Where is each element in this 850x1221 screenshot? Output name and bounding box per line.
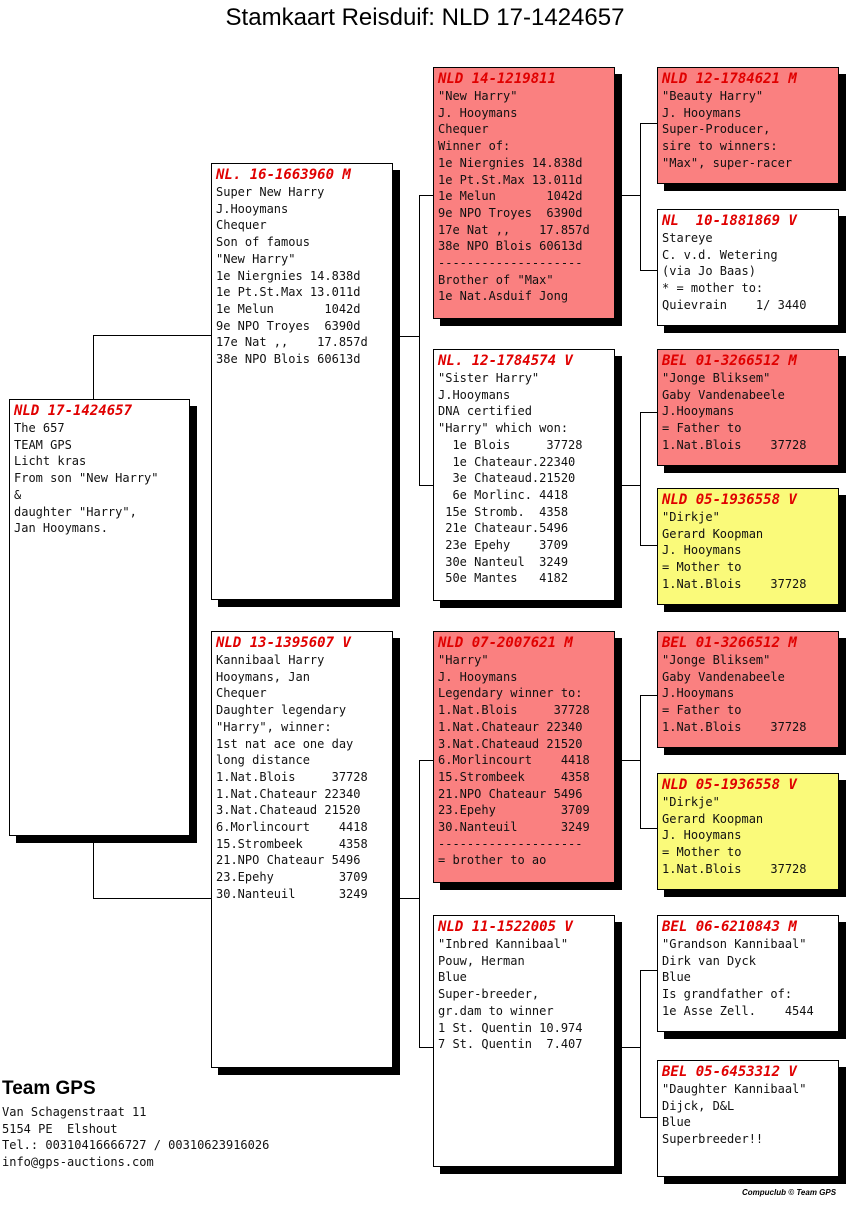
- card-line: 30.Nanteuil 3249: [216, 886, 368, 901]
- card-line: "Harry", winner:: [216, 719, 332, 734]
- card-line: "Sister Harry": [438, 371, 540, 385]
- ring-number: NLD 12-1784621 M: [662, 71, 797, 87]
- ring-number: BEL 05-6453312 V: [662, 1064, 797, 1080]
- card-line: J.Hooymans: [438, 387, 511, 402]
- pedigree-card-dsd: [657, 773, 839, 890]
- footer-address: [2, 1104, 269, 1170]
- card-line: "Max", super-racer: [662, 155, 793, 170]
- connector-line: [93, 843, 94, 898]
- connector-line: [419, 485, 434, 486]
- card-line: J. Hooymans: [662, 543, 742, 558]
- card-line: 1st nat ace one day: [216, 736, 354, 751]
- connector-line: [640, 695, 641, 828]
- footer-credit: Compuclub © Team GPS: [742, 1188, 837, 1197]
- card-line: DNA certified: [438, 404, 532, 419]
- card-line: TEAM GPS: [14, 437, 72, 452]
- card-line: * = mother to:: [662, 281, 764, 296]
- connector-line: [640, 695, 658, 696]
- card-line: "Beauty Harry": [662, 89, 764, 103]
- ring-number: NLD 13-1395607 V: [216, 635, 351, 651]
- card-line: "Jonge Bliksem": [662, 653, 771, 667]
- pedigree-card-ssd: [657, 209, 839, 326]
- card-line: Dijck, D&L: [662, 1098, 735, 1113]
- card-line: 1.Nat.Chateaur 22340: [216, 786, 361, 801]
- card-line: "Harry" which won:: [438, 421, 569, 436]
- connector-line: [393, 336, 419, 337]
- ring-number: NLD 17-1424657: [14, 403, 133, 419]
- pedigree-card-sdd: [657, 488, 839, 605]
- card-line: Legendary winner to:: [438, 686, 583, 701]
- card-line: 1.Nat.Blois 37728: [216, 769, 368, 784]
- card-line: 3.Nat.Chateaud 21520: [216, 803, 361, 818]
- card-line: 1e Blois 37728: [438, 437, 583, 452]
- card-line: "Inbred Kannibaal": [438, 937, 569, 951]
- connector-line: [640, 828, 658, 829]
- card-line: Gaby Vandenabeele: [662, 387, 785, 402]
- card-line: &: [14, 487, 22, 502]
- connector-line: [640, 545, 658, 546]
- card-line: (via Jo Baas): [662, 264, 756, 279]
- pedigree-card-sire-dam: [433, 349, 615, 601]
- card-line: "New Harry": [438, 89, 518, 103]
- card-line: Jan Hooymans.: [14, 521, 108, 536]
- card-line: 1.Nat.Chateaur 22340: [438, 719, 583, 734]
- connector-line: [419, 195, 420, 485]
- card-line: Chequer: [216, 686, 267, 701]
- card-line: Pouw, Herman: [438, 953, 525, 968]
- card-line: 38e NPO Blois 60613d: [216, 352, 361, 367]
- card-line: 30.Nanteuil 3249: [438, 820, 590, 835]
- connector-line: [640, 412, 658, 413]
- card-line: J.Hooymans: [662, 404, 735, 419]
- connector-line: [93, 335, 94, 401]
- pedigree-card-dam: [211, 631, 393, 1068]
- card-line: 23.Epehy 3709: [216, 870, 368, 885]
- card-line: 3.Nat.Chateaud 21520: [438, 736, 583, 751]
- card-line: J. Hooymans: [438, 669, 518, 684]
- card-line: daughter "Harry",: [14, 504, 137, 519]
- card-line: gr.dam to winner: [438, 1003, 554, 1018]
- card-line: Kannibaal Harry: [216, 653, 325, 667]
- ring-number: BEL 01-3266512 M: [662, 353, 797, 369]
- card-line: "Jonge Bliksem": [662, 371, 771, 385]
- card-line: 1 St. Quentin 10.974: [438, 1020, 583, 1035]
- card-line: 3e Chateaud.21520: [438, 471, 576, 486]
- card-line: J. Hooymans: [662, 105, 742, 120]
- card-line: = brother to ao: [438, 853, 547, 868]
- card-line: 1e Pt.St.Max 13.011d: [438, 172, 583, 187]
- footer-street: Van Schagenstraat 11: [2, 1105, 147, 1119]
- ring-number: NL. 16-1663960 M: [216, 167, 351, 183]
- card-line: J. Hooymans: [662, 828, 742, 843]
- card-line: Super New Harry: [216, 185, 325, 199]
- card-line: 1e Asse Zell. 4544: [662, 1003, 814, 1018]
- pedigree-card-sire-sire: [433, 67, 615, 319]
- card-line: 6.Morlincourt 4418: [438, 753, 590, 768]
- card-line: Blue: [662, 970, 691, 985]
- connector-line: [640, 123, 658, 124]
- connector-line: [419, 760, 434, 761]
- card-line: The 657: [14, 421, 65, 435]
- card-line: 1e Niergnies 14.838d: [216, 268, 361, 283]
- card-line: = Mother to: [662, 845, 742, 860]
- card-line: Gerard Koopman: [662, 811, 764, 826]
- card-line: 17e Nat ,, 17.857d: [216, 335, 368, 350]
- card-line: 1.Nat.Blois 37728: [662, 576, 807, 591]
- card-line: "Daughter Kannibaal": [662, 1082, 807, 1096]
- card-line: 1.Nat.Blois 37728: [662, 861, 807, 876]
- connector-line: [640, 970, 658, 971]
- card-line: Gerard Koopman: [662, 526, 764, 541]
- card-line: J.Hooymans: [216, 201, 289, 216]
- ring-number: NLD 05-1936558 V: [662, 777, 797, 793]
- footer-phone: Tel.: 00310416666727 / 00310623916026: [2, 1138, 270, 1152]
- connector-line: [615, 485, 640, 486]
- card-line: Son of famous: [216, 235, 310, 250]
- pedigree-card-sss: [657, 67, 839, 184]
- connector-line: [93, 335, 213, 336]
- pedigree-card-subject: [9, 399, 190, 836]
- card-line: 15.Strombeek 4358: [438, 769, 590, 784]
- card-line: Chequer: [438, 122, 489, 137]
- card-line: Hooymans, Jan: [216, 669, 310, 684]
- card-line: "Dirkje": [662, 795, 720, 809]
- connector-line: [615, 760, 640, 761]
- card-line: 9e NPO Troyes 6390d: [438, 205, 583, 220]
- card-line: 1e Pt.St.Max 13.011d: [216, 285, 361, 300]
- card-line: = Father to: [662, 703, 742, 718]
- card-line: 15.Strombeek 4358: [216, 836, 368, 851]
- page-title: Stamkaart Reisduif: NLD 17-1424657: [225, 4, 625, 31]
- footer-email[interactable]: info@gps-auctions.com: [2, 1154, 154, 1169]
- card-line: J. Hooymans: [438, 105, 518, 120]
- card-line: Gaby Vandenabeele: [662, 669, 785, 684]
- card-line: Licht kras: [14, 454, 87, 469]
- card-line: --------------------: [438, 836, 583, 851]
- card-line: "Harry": [438, 653, 489, 667]
- card-line: Super-breeder,: [438, 987, 540, 1002]
- ring-number: NL 10-1881869 V: [662, 213, 797, 229]
- card-line: 1.Nat.Blois 37728: [438, 703, 590, 718]
- ring-number: BEL 06-6210843 M: [662, 919, 797, 935]
- card-line: Superbreeder!!: [662, 1132, 764, 1147]
- card-line: 21.NPO Chateaur 5496: [438, 786, 583, 801]
- ring-number: NLD 11-1522005 V: [438, 919, 573, 935]
- card-line: J.Hooymans: [662, 686, 735, 701]
- card-line: Brother of "Max": [438, 272, 554, 287]
- card-line: "Dirkje": [662, 510, 720, 524]
- connector-line: [615, 195, 640, 196]
- card-line: 1e Nat.Asduif Jong: [438, 289, 569, 304]
- card-line: = Mother to: [662, 560, 742, 575]
- card-line: Blue: [662, 1115, 691, 1130]
- card-line: 23e Epehy 3709: [438, 538, 569, 553]
- pedigree-card-dds: [657, 915, 839, 1032]
- card-line: long distance: [216, 753, 310, 768]
- connector-line: [419, 195, 434, 196]
- connector-line: [93, 898, 213, 899]
- card-line: = Father to: [662, 421, 742, 436]
- connector-line: [393, 898, 419, 899]
- card-line: 1e Melun 1042d: [438, 189, 583, 204]
- pedigree-card-dam-sire: [433, 631, 615, 883]
- card-line: 1.Nat.Blois 37728: [662, 437, 807, 452]
- connector-line: [640, 412, 641, 545]
- card-line: "New Harry": [216, 251, 296, 266]
- card-line: sire to winners:: [662, 139, 778, 154]
- pedigree-card-sire: [211, 163, 393, 600]
- card-line: C. v.d. Wetering: [662, 247, 778, 262]
- footer-city: 5154 PE Elshout: [2, 1121, 118, 1136]
- pedigree-card-sds: [657, 349, 839, 466]
- ring-number: NLD 05-1936558 V: [662, 492, 797, 508]
- connector-line: [640, 1117, 658, 1118]
- card-line: 9e NPO Troyes 6390d: [216, 318, 361, 333]
- ring-number: NLD 07-2007621 M: [438, 635, 573, 651]
- connector-line: [640, 270, 658, 271]
- card-line: Winner of:: [438, 139, 511, 154]
- card-line: 38e NPO Blois 60613d: [438, 239, 583, 254]
- card-line: Chequer: [216, 218, 267, 233]
- pedigree-card-dam-dam: [433, 915, 615, 1167]
- card-line: 7 St. Quentin 7.407: [438, 1037, 583, 1052]
- card-line: 6.Morlincourt 4418: [216, 820, 368, 835]
- card-line: 1e Melun 1042d: [216, 301, 361, 316]
- card-line: Quievrain 1/ 3440: [662, 297, 807, 312]
- ring-number: NL. 12-1784574 V: [438, 353, 573, 369]
- card-line: 21.NPO Chateaur 5496: [216, 853, 361, 868]
- card-line: --------------------: [438, 256, 583, 271]
- card-line: "Grandson Kannibaal": [662, 937, 807, 951]
- card-line: Blue: [438, 970, 467, 985]
- card-line: Stareye: [662, 231, 713, 245]
- card-line: 30e Nanteul 3249: [438, 554, 569, 569]
- card-line: Daughter legendary: [216, 703, 347, 718]
- card-line: 1e Niergnies 14.838d: [438, 155, 583, 170]
- pedigree-card-dss: [657, 631, 839, 748]
- card-line: 6e Morlinc. 4418: [438, 487, 569, 502]
- card-line: 17e Nat ,, 17.857d: [438, 222, 590, 237]
- card-line: Super-Producer,: [662, 122, 771, 137]
- pedigree-card-ddd: [657, 1060, 839, 1177]
- footer-brand: Team GPS: [2, 1078, 96, 1099]
- card-line: 21e Chateaur.5496: [438, 521, 569, 536]
- card-line: Dirk van Dyck: [662, 953, 756, 968]
- connector-line: [419, 760, 420, 1047]
- card-line: 15e Stromb. 4358: [438, 504, 569, 519]
- card-line: From son "New Harry": [14, 471, 159, 486]
- connector-line: [615, 1047, 640, 1048]
- card-line: 23.Epehy 3709: [438, 803, 590, 818]
- card-line: 1e Chateaur.22340: [438, 454, 576, 469]
- card-line: Is grandfather of:: [662, 987, 793, 1002]
- ring-number: NLD 14-1219811: [438, 71, 557, 87]
- card-line: 1.Nat.Blois 37728: [662, 719, 807, 734]
- connector-line: [419, 1047, 434, 1048]
- connector-line: [640, 970, 641, 1117]
- ring-number: BEL 01-3266512 M: [662, 635, 797, 651]
- card-line: 50e Mantes 4182: [438, 571, 569, 586]
- connector-line: [640, 123, 641, 271]
